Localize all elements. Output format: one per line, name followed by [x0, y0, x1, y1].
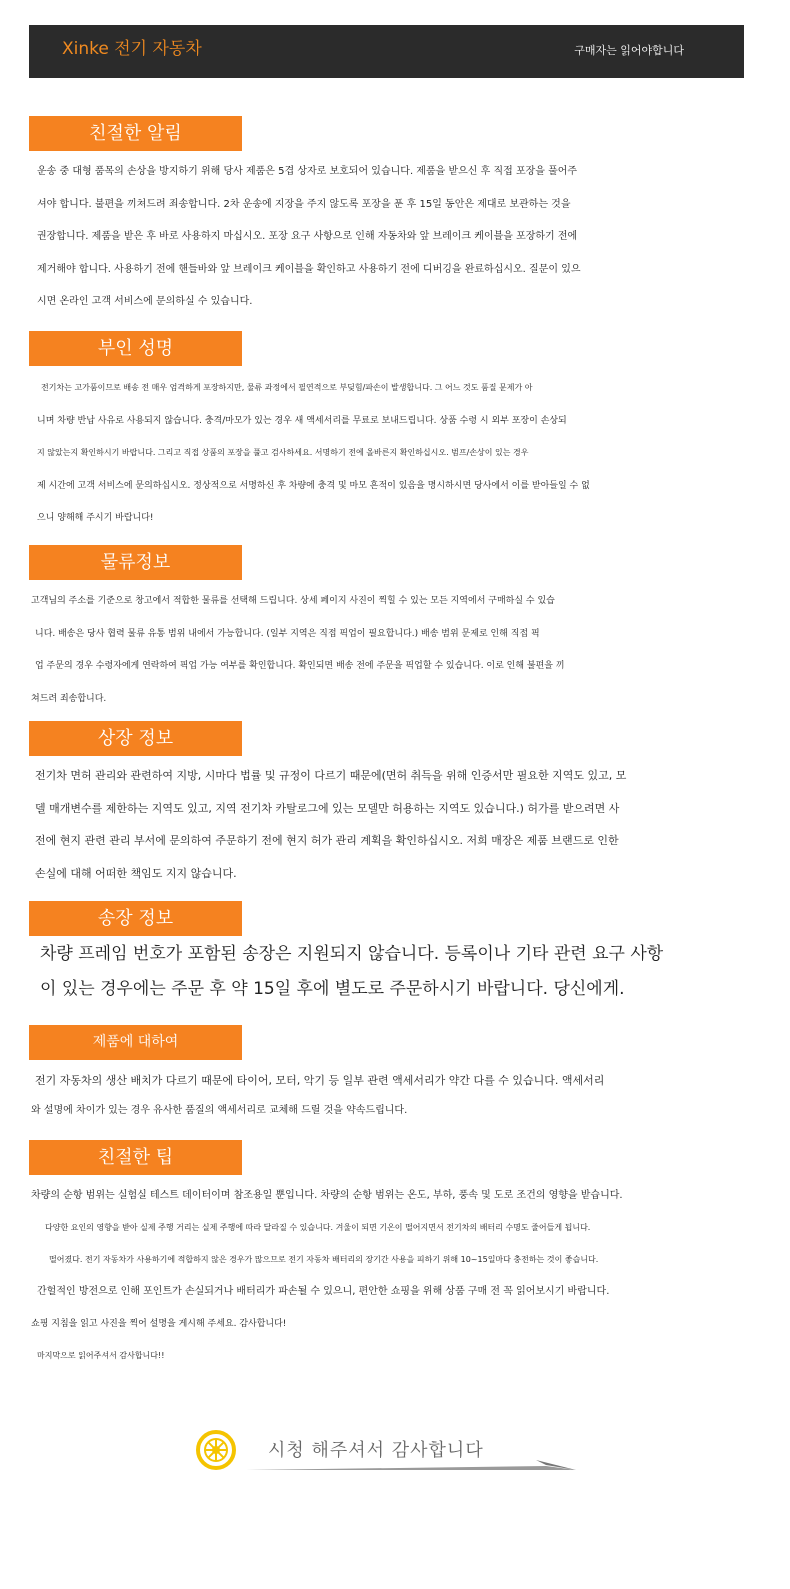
section-heading-tips: 친절한 팁 [29, 1140, 242, 1175]
text-line: 쇼핑 지침을 읽고 사진을 찍어 설명을 게시해 주세요. 감사합니다! [31, 1319, 287, 1329]
text-line: 니며 차량 반납 사유로 사용되지 않습니다. 충격/마모가 있는 경우 새 액세서리를 무료로 보내드립니다. 상품 수령 시 외부 포장이 손상되 [37, 415, 567, 426]
product-paragraph [31, 1066, 605, 1126]
section-heading-product: 제품에 대하여 [29, 1025, 242, 1060]
text-line: 손실에 대해 어떠한 책임도 지지 않습니다. [35, 866, 237, 880]
text-line: 쳐드려 죄송합니다. [31, 693, 107, 704]
section-heading-logistics: 물류정보 [29, 545, 242, 580]
logistics-paragraph [31, 585, 565, 715]
text-line: 차량의 순항 범위는 실험실 테스트 데이터이며 참조용일 뿐입니다. 차량의 순항 범위는 온도, 부하, 풍속 및 도로 조건의 영향을 받습니다. [31, 1190, 623, 1201]
text-line: 와 설명에 차이가 있는 경우 유사한 품질의 액세서리로 교체해 드릴 것을 약속드립니다. [31, 1105, 408, 1116]
section-heading-invoice: 송장 정보 [29, 901, 242, 936]
disclaimer-paragraph [37, 372, 590, 535]
text-line: 전기차는 고가품이므로 배송 전 매우 엄격하게 포장하지만, 물류 과정에서 필연적으로 부딪힘/파손이 발생합니다. 그 어느 것도 품질 문제가 아 [41, 383, 533, 392]
text-line: 시면 온라인 고객 서비스에 문의하실 수 있습니다. [37, 296, 253, 307]
text-line: 마지막으로 읽어주셔서 감사합니다!! [37, 1351, 165, 1360]
text-line: 업 주문의 경우 수령자에게 연락하여 픽업 가능 여부를 확인합니다. 확인되면 배송 전에 주문을 픽업할 수 있습니다. 이로 인해 불편을 끼 [35, 661, 565, 671]
thanks-footer [196, 1428, 576, 1474]
text-line: 제거해야 합니다. 사용하기 전에 핸들바와 앞 브레이크 케이블을 확인하고 사용하기 전에 디버깅을 완료하십시오. 질문이 있으 [37, 263, 581, 275]
text-line: 다양한 요인의 영향을 받아 실제 주행 거리는 실제 주행에 따라 달라질 수 있습니다. 겨울이 되면 기온이 떨어지면서 전기차의 배터리 수명도 줄어들게 됩니다. [45, 1223, 591, 1232]
text-line: 전에 현지 관련 관리 부서에 문의하여 주문하기 전에 현지 허가 관리 계획을 확인하십시오. 저희 매장은 제품 브랜드로 인한 [35, 834, 619, 847]
text-line: 차량 프레임 번호가 포함된 송장은 지원되지 않습니다. 등록이나 기타 관련 요구 사항 [40, 944, 664, 964]
text-line: 니다. 배송은 당사 협력 물류 유통 범위 내에서 가능합니다. (일부 지역은 직접 픽업이 필요합니다.) 배송 범위 문제로 인해 직접 픽 [35, 628, 540, 639]
text-line: 권장합니다. 제품을 받은 후 바로 사용하지 마십시오. 포장 요구 사항으로 인해 자동차와 앞 브레이크 케이블을 포장하기 전에 [37, 231, 578, 242]
tips-paragraph [31, 1180, 623, 1372]
brand-title: Xinke 전기 자동차 [62, 39, 202, 59]
section-heading-notice: 친절한 알림 [29, 116, 242, 151]
section-heading-disclaimer: 부인 성명 [29, 331, 242, 366]
notice-paragraph [37, 156, 581, 319]
swoosh-decoration [246, 1458, 576, 1472]
header-bar [29, 25, 744, 78]
thanks-text: 시청 해주셔서 감사합니다 [268, 1440, 484, 1461]
text-line: 제 시간에 고객 서비스에 문의하십시오. 정상적으로 서명하신 후 차량에 충격 및 마모 흔적이 있음을 명시하시면 당사에서 이를 받아들일 수 없 [37, 480, 590, 491]
text-line: 운송 중 대형 품목의 손상을 방지하기 위해 당사 제품은 5겹 상자로 보호되어 있습니다. 제품을 받으신 후 직접 포장을 풀어주 [37, 166, 578, 177]
must-read-label: 구매자는 읽어야합니다 [574, 44, 684, 57]
invoice-paragraph [40, 937, 663, 1007]
section-heading-license: 상장 정보 [29, 721, 242, 756]
wheel-icon [196, 1430, 236, 1470]
text-line: 이 있는 경우에는 주문 후 약 15일 후에 별도로 주문하시기 바랍니다. 당신에게. [40, 979, 625, 999]
license-paragraph [35, 760, 626, 890]
text-line: 지 않았는지 확인하시기 바랍니다. 그리고 직접 상품의 포장을 풀고 검사하세요. 서명하기 전에 올바른지 확인하십시오. 범프/손상이 있는 경우 [37, 448, 529, 457]
text-line: 전기 자동차의 생산 배치가 다르기 때문에 타이어, 모터, 악기 등 일부 관련 액세서리가 약간 다를 수 있습니다. 액세서리 [35, 1074, 605, 1087]
text-line: 고객님의 주소를 기준으로 창고에서 적합한 물류를 선택해 드립니다. 상세 페이지 사진이 찍힐 수 있는 모든 지역에서 구매하실 수 있습 [31, 596, 555, 606]
text-line: 떨어졌다. 전기 자동차가 사용하기에 적합하지 않은 경우가 많으므로 전기 자동차 배터리의 장기간 사용을 피하기 위해 10~15일마다 충전하는 것이 좋습니다. [49, 1255, 599, 1264]
text-line: 간헐적인 방전으로 인해 포인트가 손실되거나 배터리가 파손될 수 있으니, 편안한 쇼핑을 위해 상품 구매 전 꼭 읽어보시기 바랍니다. [37, 1286, 610, 1297]
text-line: 셔야 합니다. 불편을 끼쳐드려 죄송합니다. 2차 운송에 지장을 주지 않도록 포장을 푼 후 15일 동안은 제대로 보관하는 것을 [37, 198, 571, 210]
text-line: 델 매개변수를 제한하는 지역도 있고, 지역 전기차 카탈로그에 있는 모델만 허용하는 지역도 있습니다.) 허가를 받으려면 사 [35, 801, 620, 815]
text-line: 으니 양해해 주시기 바랍니다! [37, 513, 154, 523]
text-line: 전기차 면허 관리와 관련하여 지방, 시마다 법률 및 규정이 다르기 때문에(면허 취득을 위해 인증서만 필요한 지역도 있고, 모 [35, 769, 627, 782]
